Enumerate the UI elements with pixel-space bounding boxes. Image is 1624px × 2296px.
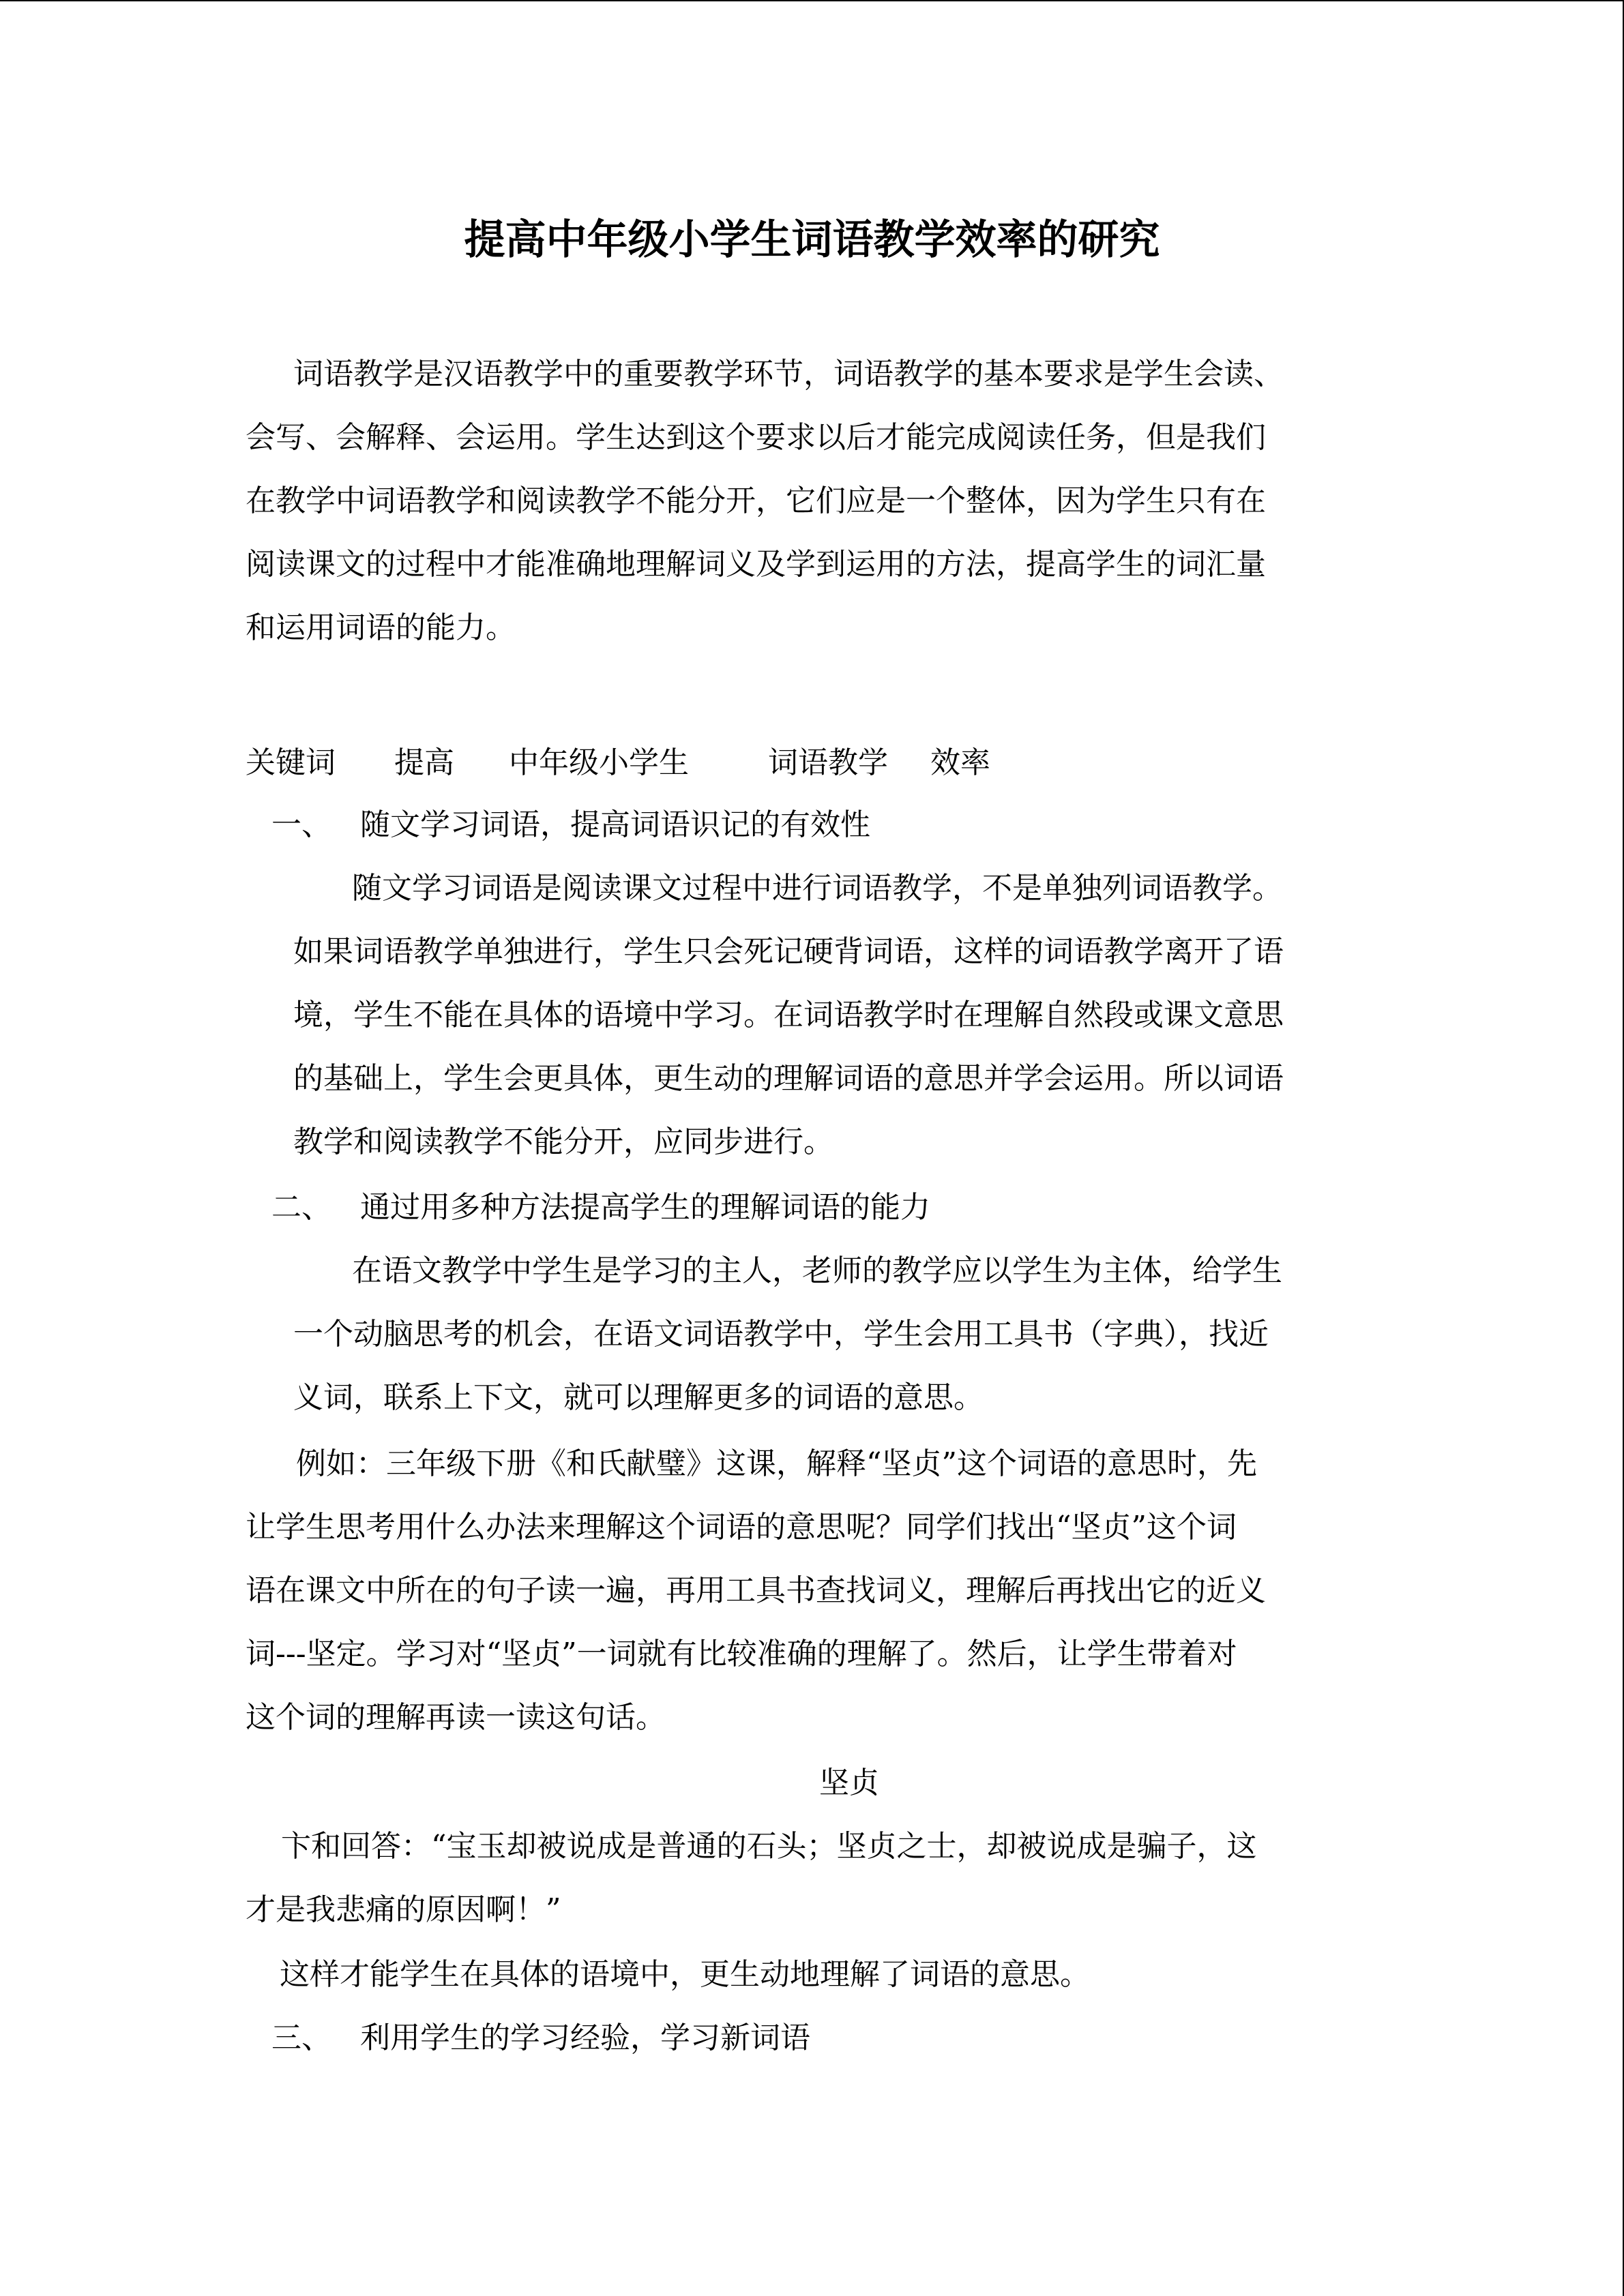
keyword-item: 提高 (394, 745, 454, 780)
section-number: 二、 (271, 1190, 331, 1225)
quote-paragraph (246, 1815, 1257, 1941)
keywords-row (246, 731, 990, 794)
keyword-item: 中年级小学生 (509, 745, 689, 780)
example-line: 词---坚定。学习对“坚贞”一词就有比较准确的理解了。然后，让学生带着对 (246, 1637, 1237, 1671)
centered-word: 坚贞 (819, 1765, 879, 1800)
section-heading-text: 利用学生的学习经验，学习新词语 (360, 2021, 810, 2055)
section-1-line: 如果词语教学单独进行，学生只会死记硬背词语，这样的词语教学离开了语 (293, 934, 1284, 969)
quote-line: 才是我悲痛的原因啊！” (246, 1892, 561, 1927)
section-1-line: 的基础上，学生会更具体，更生动的理解词语的意思并学会运用。所以词语 (293, 1061, 1284, 1096)
intro-line: 会写、会解释、会运用。学生达到这个要求以后才能完成阅读任务，但是我们 (246, 420, 1266, 455)
conclusion-text: 这样才能学生在具体的语境中，更生动地理解了词语的意思。 (280, 1957, 1090, 1992)
example-line: 这个词的理解再读一读这句话。 (246, 1700, 666, 1735)
keywords-label: 关键词 (246, 745, 336, 780)
section-number: 一、 (271, 807, 331, 842)
keyword-item: 词语教学 (768, 745, 888, 780)
section-2-heading (271, 1176, 930, 1239)
section-3-heading (271, 2006, 810, 2070)
intro-line: 词语教学是汉语教学中的重要教学环节，词语教学的基本要求是学生会读、 (293, 357, 1284, 391)
intro-line: 在教学中词语教学和阅读教学不能分开，它们应是一个整体，因为学生只有在 (246, 483, 1266, 518)
section-2-line: 义词，联系上下文，就可以理解更多的词语的意思。 (293, 1380, 984, 1415)
example-line: 让学生思考用什么办法来理解这个词语的意思呢？同学们找出“坚贞”这个词 (246, 1510, 1237, 1545)
quote-line: 卞和回答：“宝玉却被说成是普通的石头；坚贞之士，却被说成是骗子，这 (281, 1829, 1257, 1864)
section-heading-text: 通过用多种方法提高学生的理解词语的能力 (360, 1190, 930, 1225)
example-line: 语在课文中所在的句子读一遍，再用工具书查找词义，理解后再找出它的近义 (246, 1573, 1266, 1608)
intro-line: 阅读课文的过程中才能准确地理解词义及学到运用的方法，提高学生的词汇量 (246, 547, 1266, 582)
section-1-line: 境，学生不能在具体的语境中学习。在词语教学时在理解自然段或课文意思 (293, 998, 1284, 1032)
example-line: 例如：三年级下册《和氏献璧》这课，解释“坚贞”这个词语的意思时，先 (296, 1446, 1257, 1481)
intro-line: 和运用词语的能力。 (246, 610, 516, 645)
section-1-line: 随文学习词语是阅读课文过程中进行词语教学，不是单独列词语教学。 (352, 871, 1282, 906)
section-2-line: 一个动脑思考的机会，在语文词语教学中，学生会用工具书（字典），找近 (293, 1317, 1269, 1352)
section-1-line: 教学和阅读教学不能分开，应同步进行。 (293, 1124, 833, 1159)
section-1-heading (271, 793, 870, 856)
section-1-paragraph (293, 856, 1284, 1174)
section-heading-text: 随文学习词语，提高词语识记的有效性 (360, 807, 870, 842)
example-paragraph (246, 1432, 1266, 1749)
section-2-paragraph (293, 1239, 1282, 1429)
intro-paragraph (246, 342, 1284, 659)
document-title: 提高中年级小学生词语教学效率的研究 (464, 216, 1160, 264)
section-2-line: 在语文教学中学生是学习的主人，老师的教学应以学生为主体，给学生 (352, 1253, 1282, 1288)
conclusion-line (280, 1943, 1090, 2006)
section-number: 三、 (271, 2021, 331, 2055)
keyword-item: 效率 (930, 745, 990, 780)
